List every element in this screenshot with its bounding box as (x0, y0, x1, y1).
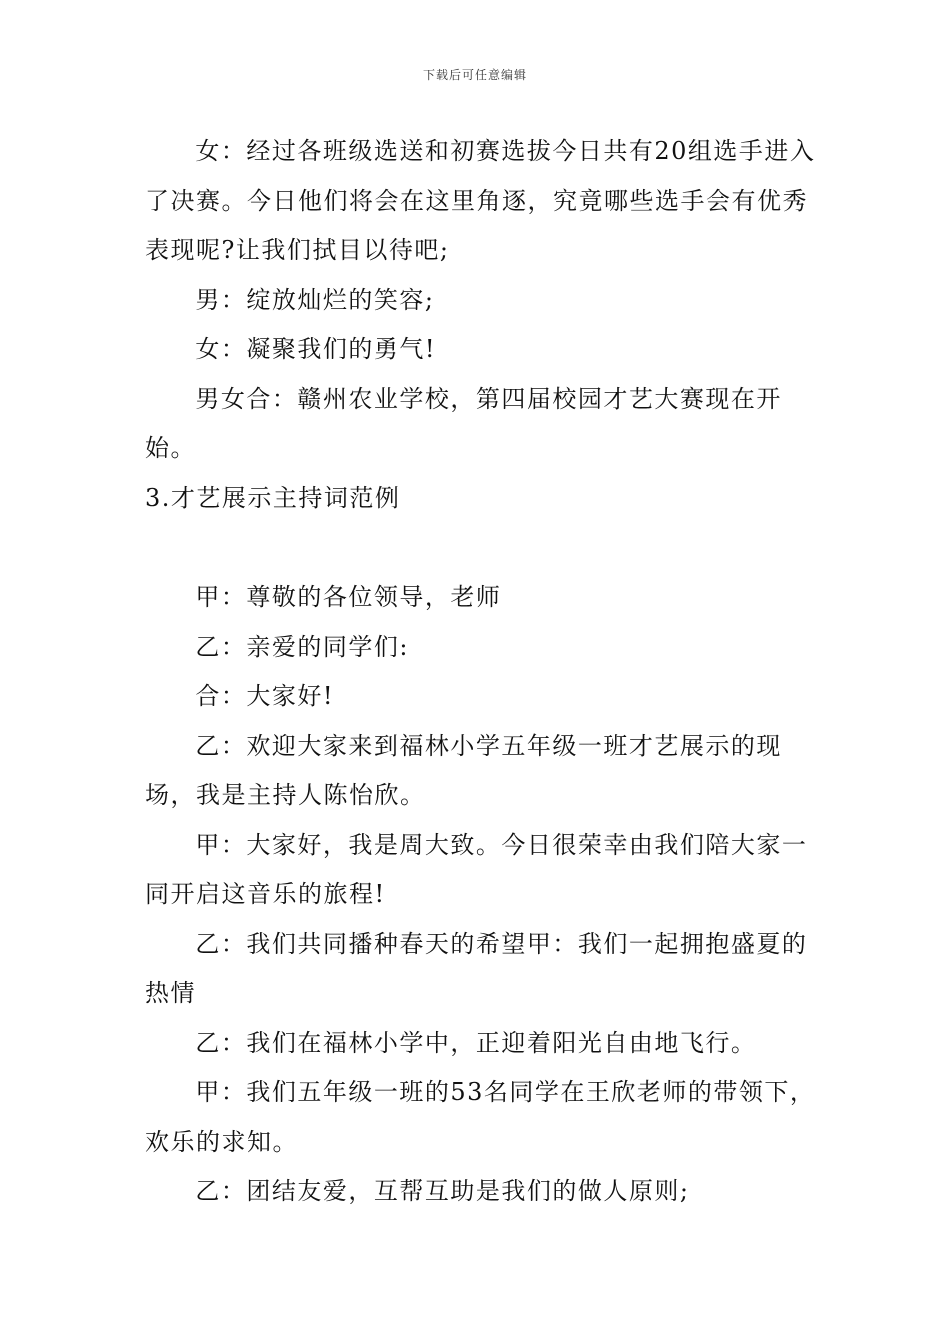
paragraph-yi-flying: 乙：我们在福林小学中，正迎着阳光自由地飞行。 (195, 1028, 757, 1057)
paragraph-together-hello: 合：大家好! (195, 682, 335, 710)
paragraph-male-smile: 男：绽放灿烂的笑容; (195, 285, 435, 314)
document-body (145, 127, 817, 1217)
paragraph-female-intro: 女：经过各班级选送和初赛选拔今日共有20组选手进入了决赛。今日他们将会在这里角逐，究竟哪些选手会有优秀表现呢?让我们拭目以待吧; (145, 137, 816, 264)
paragraph-female-courage: 女：凝聚我们的勇气! (195, 335, 437, 363)
blank-line (145, 523, 817, 573)
paragraph-yi-greeting: 乙：亲爱的同学们: (195, 632, 409, 661)
paragraph-yi-spring: 乙：我们共同播种春天的希望甲：我们一起拥抱盛夏的热情 (145, 929, 808, 1007)
paragraph-jia-class: 甲：我们五年级一班的53名同学在王欣老师的带领下，欢乐的求知。 (145, 1078, 816, 1156)
section-heading: 3.才艺展示主持词范例 (145, 483, 401, 512)
paragraph-yi-unity: 乙：团结友爱，互帮互助是我们的做人原则; (195, 1177, 690, 1205)
paragraph-jia-intro: 甲：大家好，我是周大致。今日很荣幸由我们陪大家一同开启这音乐的旅程! (145, 830, 808, 908)
page-header: 下载后可任意编辑 (422, 68, 527, 82)
paragraph-yi-welcome: 乙：欢迎大家来到福林小学五年级一班才艺展示的现场，我是主持人陈怡欣。 (145, 731, 782, 809)
paragraph-jia-greeting: 甲：尊敬的各位领导，老师 (195, 583, 502, 611)
paragraph-joint-opening: 男女合：赣州农业学校，第四届校园才艺大赛现在开始。 (145, 384, 782, 462)
